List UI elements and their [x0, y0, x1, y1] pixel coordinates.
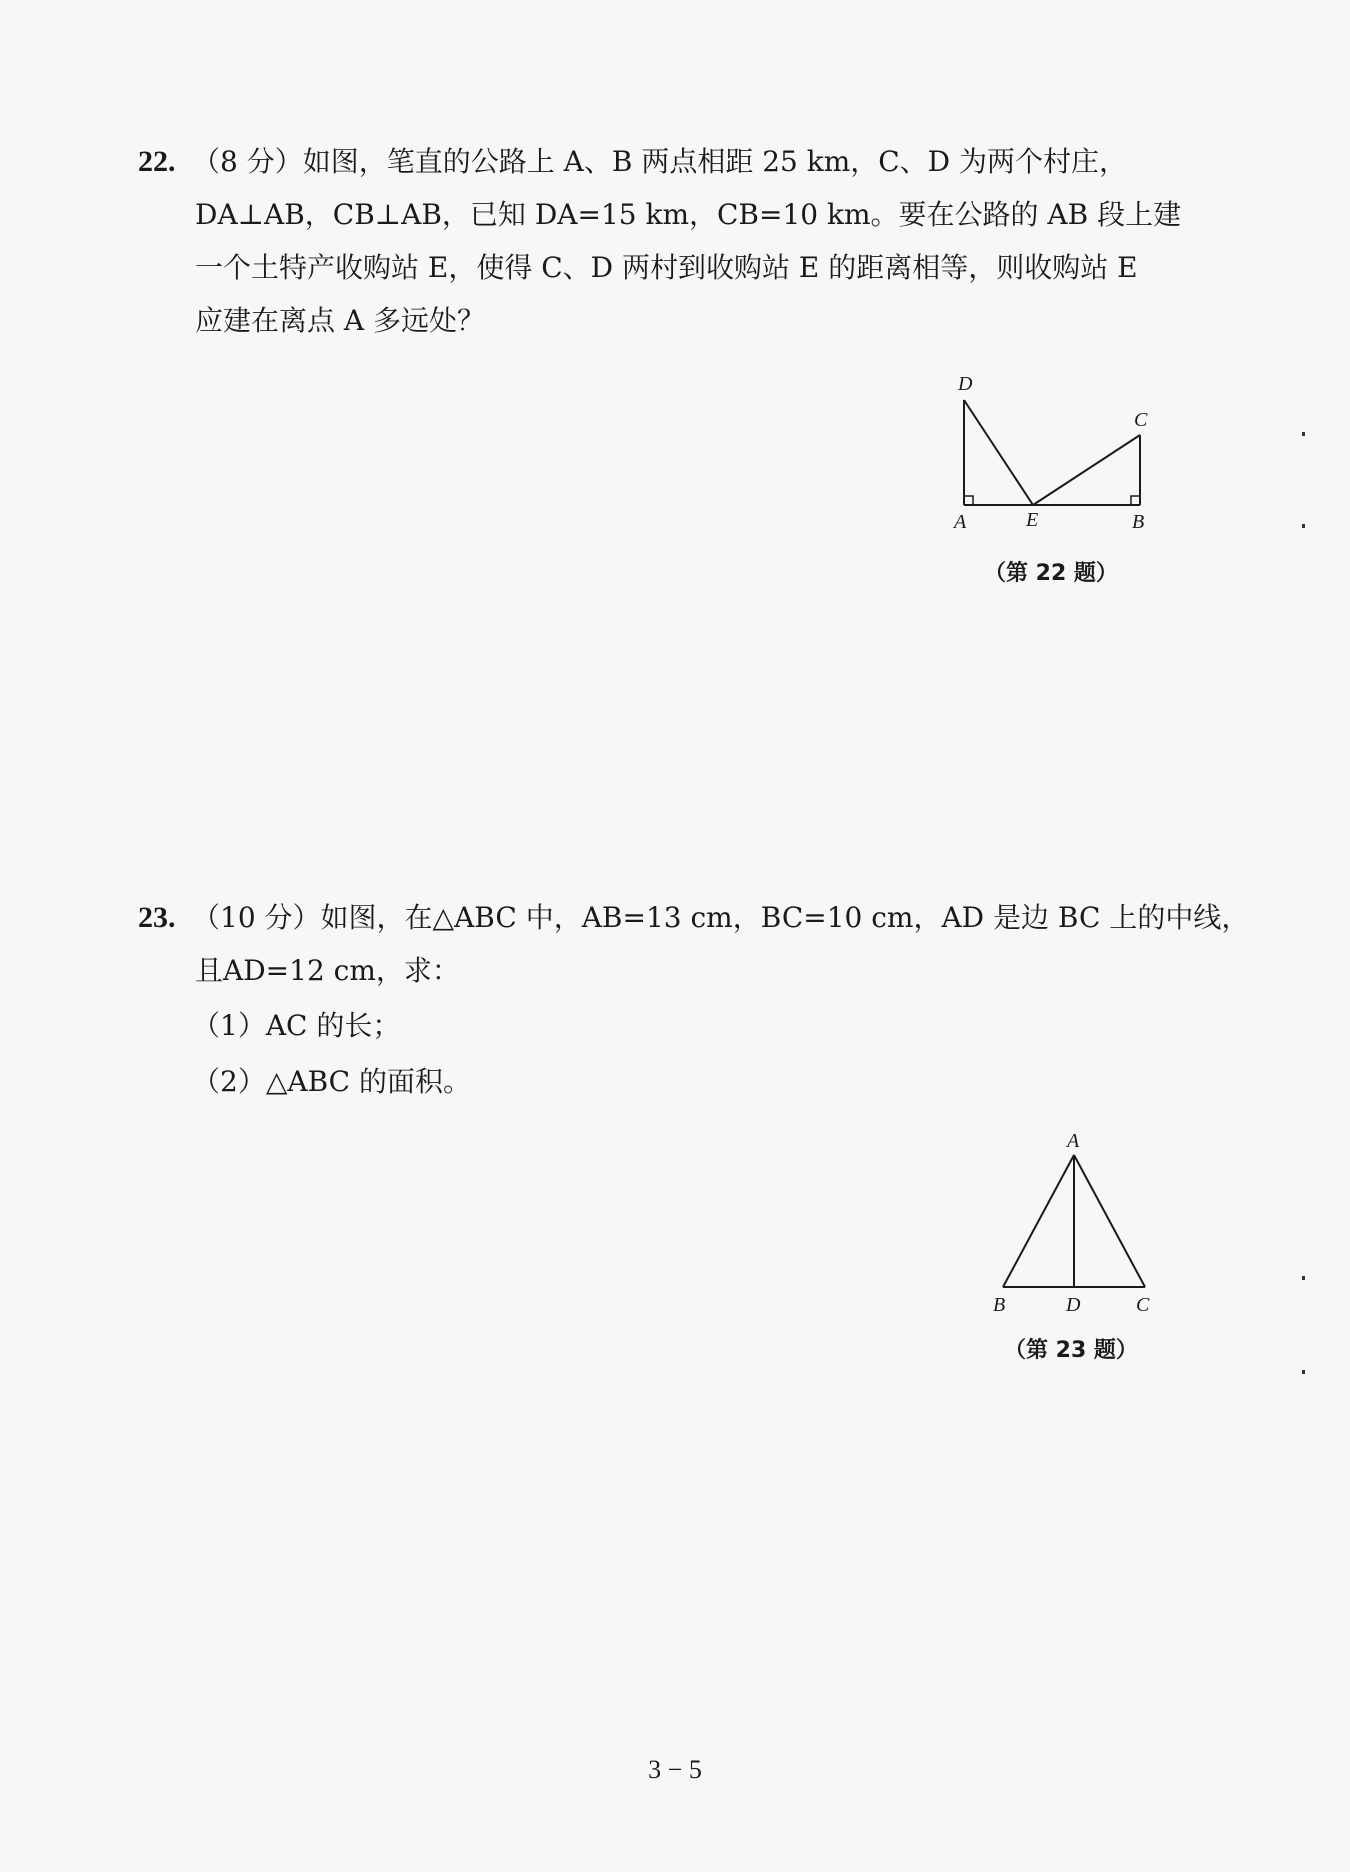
problem-text-line: （8 分）如图，笔直的公路上 A、B 两点相距 25 km，C、D 为两个村庄， [192, 145, 1128, 178]
problem-text-line: DA⊥AB，CB⊥AB，已知 DA=15 km，CB=10 km。要在公路的 AB 段上建 [195, 198, 1182, 231]
problem-number: 22. [138, 145, 176, 178]
problem-text-line: 一个土特产收购站 E，使得 C、D 两村到收购站 E 的距离相等，则收购站 E [195, 251, 1138, 284]
problem-text-line: （10 分）如图，在△ABC 中，AB=13 cm，BC=10 cm，AD 是边 BC 上的中线， [192, 901, 1250, 934]
figure-caption: （第 22 题） [984, 561, 1118, 586]
problem-text-line: 应建在离点 A 多远处？ [195, 304, 486, 337]
sub-question: （1）AC 的长； [192, 1009, 401, 1042]
label-c: C [1134, 409, 1148, 431]
segment-de [964, 400, 1033, 505]
label-b: B [1132, 511, 1145, 533]
figure-22 [940, 370, 1170, 540]
segment-ac [1074, 1155, 1145, 1287]
label-e: E [1026, 509, 1039, 531]
label-c: C [1136, 1294, 1150, 1316]
label-b: B [993, 1294, 1006, 1316]
label-d: D [1066, 1294, 1081, 1316]
sub-question: （2）△ABC 的面积。 [192, 1065, 471, 1098]
page-number: 3 − 5 [648, 1755, 702, 1784]
margin-mark [1302, 1370, 1305, 1374]
figure-23 [985, 1125, 1165, 1320]
margin-mark [1302, 432, 1305, 436]
segment-ce [1033, 435, 1140, 505]
label-d: D [958, 373, 973, 395]
right-angle-mark-b [1131, 496, 1140, 505]
margin-mark [1302, 524, 1305, 528]
problem-number: 23. [138, 901, 176, 934]
segment-ab [1003, 1155, 1074, 1287]
label-a: A [1067, 1130, 1080, 1152]
label-a: A [954, 511, 967, 533]
right-angle-mark-a [964, 496, 973, 505]
margin-mark [1302, 1276, 1305, 1280]
problem-text-line: 且AD=12 cm，求： [195, 954, 460, 987]
figure-caption: （第 23 题） [1004, 1338, 1138, 1363]
